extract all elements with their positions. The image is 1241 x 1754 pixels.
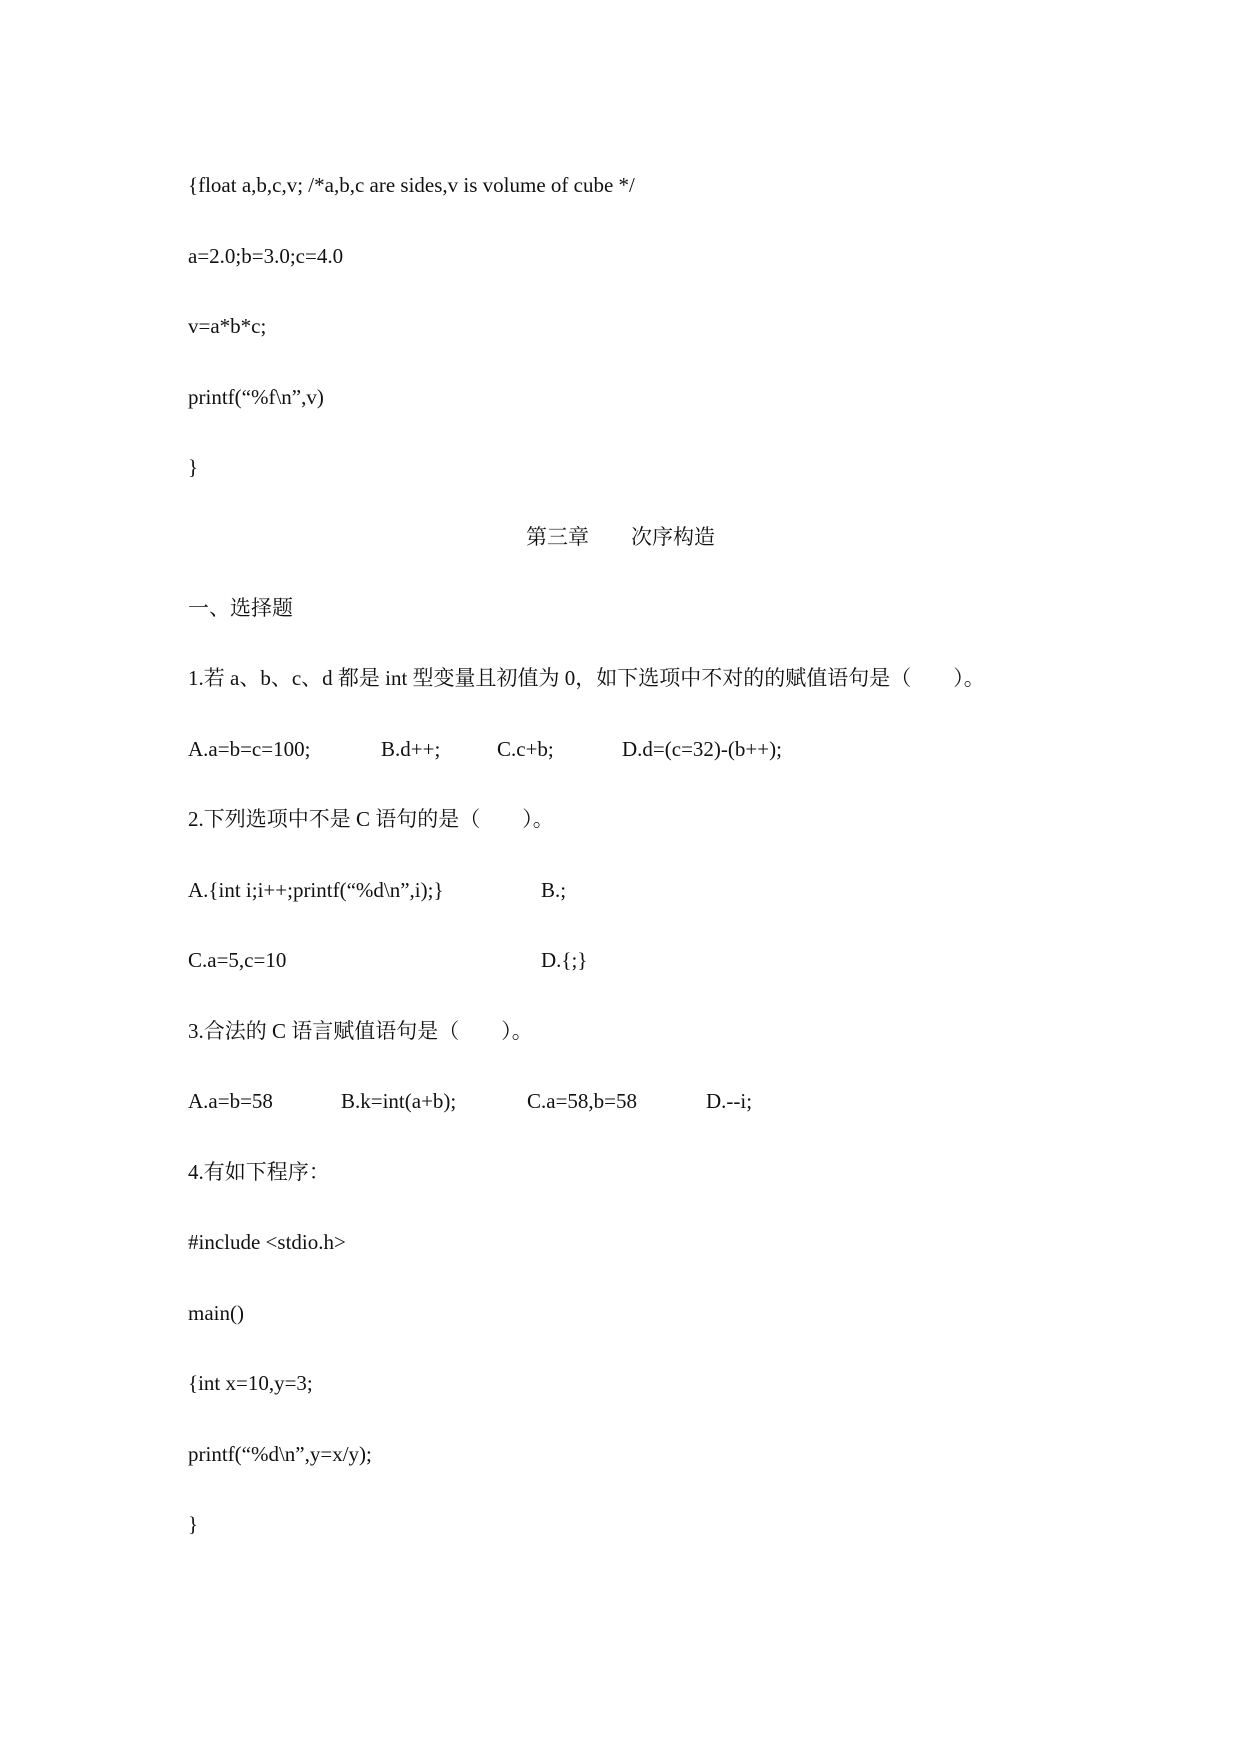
option-d: D.{;}	[541, 948, 588, 972]
code-line: v=a*b*c;	[188, 314, 267, 338]
code-line: }	[188, 1512, 199, 1536]
option-d: D.d=(c=32)-(b++);	[622, 737, 782, 761]
option-a: A.{int i;i++;printf(“%d\n”,i);}	[188, 878, 444, 902]
code-line: printf(“%f\n”,v)	[188, 385, 324, 409]
option-c: C.a=58,b=58	[527, 1089, 638, 1113]
option-b: B.;	[541, 878, 567, 902]
option-b: B.d++;	[381, 737, 441, 761]
question-stem: 4.有如下程序：	[188, 1160, 330, 1184]
code-line: main()	[188, 1301, 244, 1325]
code-line: }	[188, 455, 199, 479]
code-line: #include <stdio.h>	[188, 1230, 346, 1254]
code-line: {float a,b,c,v; /*a,b,c are sides,v is volume of cube */	[188, 173, 635, 197]
question-stem: 1.若 a、b、c、d 都是 int 型变量且初值为 0，如下选项中不对的的赋值语句是（ ）。	[188, 666, 985, 690]
question-stem: 2.下列选项中不是 C 语句的是（ ）。	[188, 807, 554, 831]
section-title: 一、选择题	[188, 596, 293, 620]
question-stem: 3.合法的 C 语言赋值语句是（ ）。	[188, 1019, 533, 1043]
option-b: B.k=int(a+b);	[341, 1089, 457, 1113]
code-line: printf(“%d\n”,y=x/y);	[188, 1442, 372, 1466]
chapter-title: 第三章 次序构造	[526, 525, 715, 549]
option-c: C.a=5,c=10	[188, 948, 287, 972]
code-line: a=2.0;b=3.0;c=4.0	[188, 244, 344, 268]
option-a: A.a=b=c=100;	[188, 737, 311, 761]
option-c: C.c+b;	[497, 737, 554, 761]
option-d: D.--i;	[706, 1089, 753, 1113]
code-line: {int x=10,y=3;	[188, 1371, 313, 1395]
option-a: A.a=b=58	[188, 1089, 273, 1113]
